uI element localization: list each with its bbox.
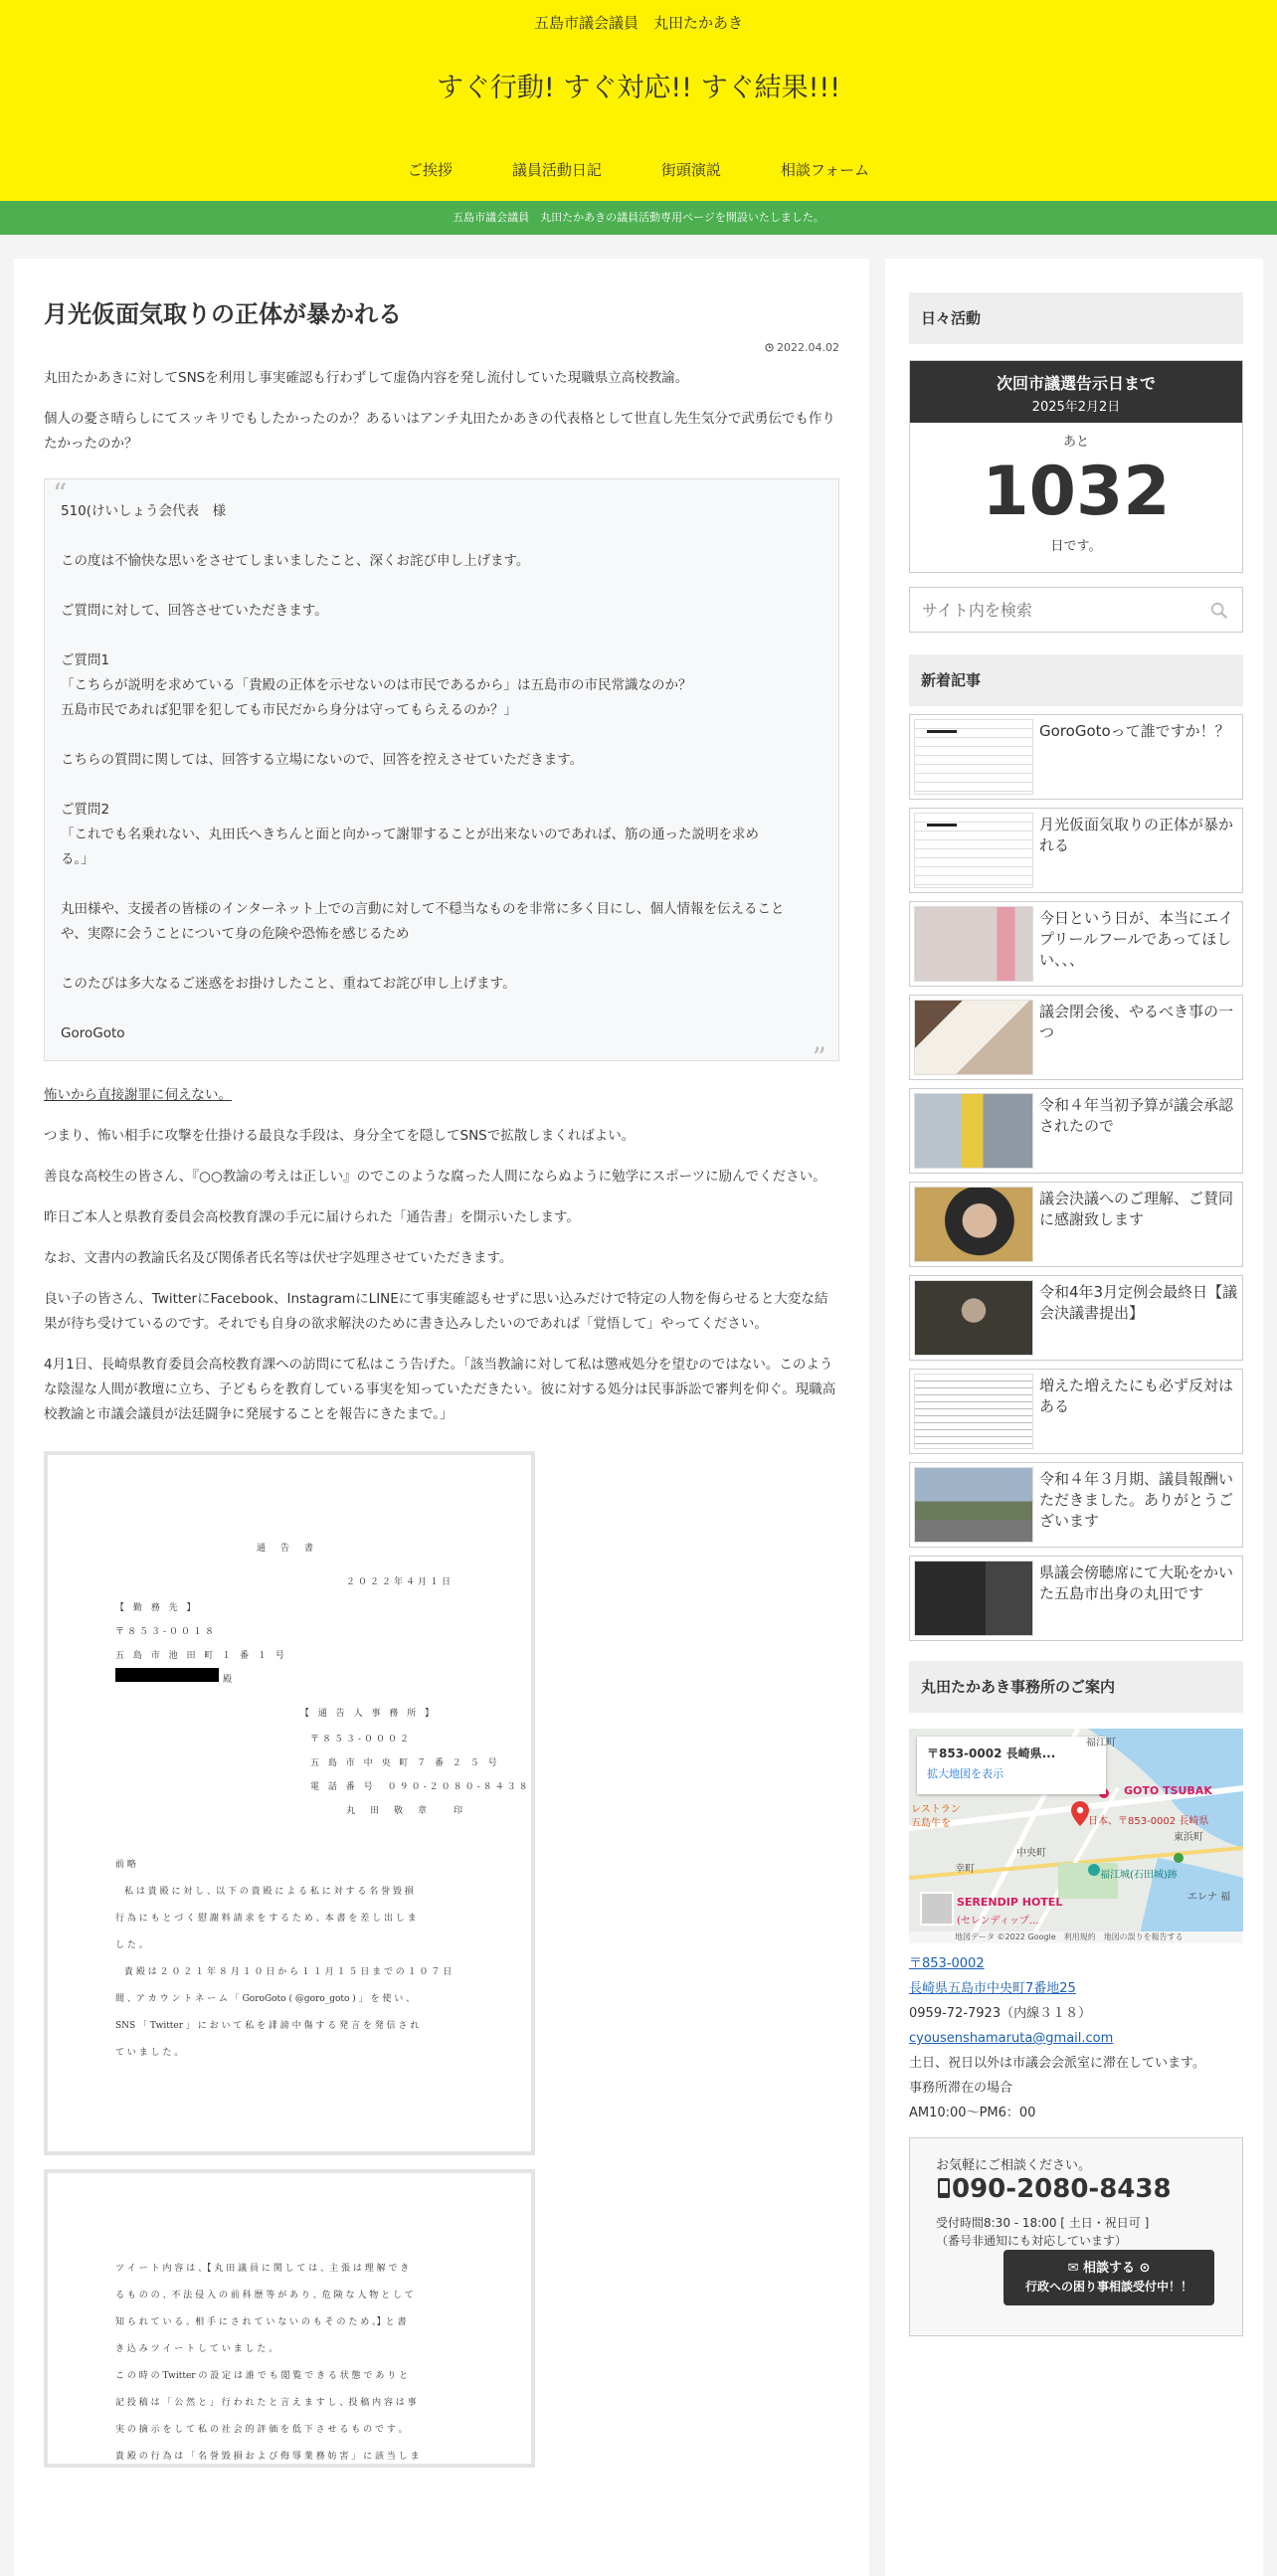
site-title[interactable]: すぐ行動! すぐ対応!! すぐ結果!!! [436, 73, 841, 103]
recent-posts-title: 新着記事 [909, 654, 1243, 706]
paragraph-3: 昨日ご本人と県教育委員会高校教育課の手元に届けられた「通告書」を開示いたします。 [44, 1209, 580, 1225]
doc-body-line: し た 。 [115, 1940, 148, 1950]
doc-date: ２０２２年４月１日 [346, 1577, 455, 1587]
recent-post-item[interactable] [909, 995, 1243, 1080]
quote-line [61, 624, 822, 648]
post-thumbnail [914, 1467, 1033, 1543]
paragraph-6: 4月1日、長崎県教育委員会高校教育課への訪問にて私はこう告げた。「該当教諭に対して私は懲戒処分を望むのではない。このような陰湿な人間が教壇に立ち、子どもらを教育している事実を知っていただきたい。彼に対する処分は民事訴訟で審判を仰ぐ。現職高校教諭と市議会議員が法廷闘争に発展することを報告にきたまで。」 [44, 1357, 836, 1422]
contact-hours: 受付時間8:30 - 18:00 [ 土日・祝日可 ] [936, 2216, 1150, 2230]
recent-post-item[interactable] [909, 901, 1243, 987]
office-info [909, 1951, 1243, 2125]
post-thumbnail [914, 1561, 1033, 1636]
doc-from-label: 【 通 告 人 事 務 所 】 [300, 1709, 438, 1719]
quote-line [61, 872, 822, 897]
nav-diary[interactable]: 議員活動日記 [511, 161, 602, 179]
quote-line: ご質問1 [61, 652, 110, 668]
global-nav [0, 159, 1277, 180]
quote-line: 「こちらが説明を求めている「貴殿の正体を示せないのは市民であるから」は五島市の市民常識なのか？ [61, 677, 692, 693]
phone-icon [936, 2177, 952, 2199]
map-place-name: 〒853-0002 長崎県... [927, 1747, 1056, 1760]
post-date [44, 341, 839, 354]
map-label: 福江城(石田城)跡 [1100, 1870, 1178, 1881]
map-label: レストラン [911, 1804, 961, 1815]
blockquote [44, 477, 839, 1074]
quote-line: る。」 [61, 851, 94, 867]
notice-document-page-2[interactable] [44, 2169, 535, 2468]
doc-body-line: 前 略 [115, 1860, 136, 1870]
contact-phone[interactable] [936, 2174, 1172, 2204]
quote-line: この度は不愉快な思いをさせてしまいましたこと、深くお詫び申し上げます。 [61, 553, 530, 569]
quote-line [61, 773, 822, 798]
quote-line: 丸田様や、支援者の皆様のインターネット上での言動に対して不穏当なものを非常に多く目にし、個人情報を伝えること [61, 901, 785, 917]
map-label: 日本、〒853-0002 長崎県 [1088, 1816, 1209, 1827]
lead-paragraph-1: 丸田たかあきに対してSNSを利用し事実確認も行わずして虚偽内容を発し流付していた現職県立高校教諭。 [44, 370, 689, 386]
office-zip[interactable]: 〒853-0002 [909, 1956, 985, 1971]
quote-lines [61, 499, 822, 1046]
office-email[interactable]: cyousenshamaruta@gmail.com [909, 2031, 1114, 2046]
doc-to-address: 五 島 市 池 田 町 １ 番 １ 号 [115, 1651, 287, 1661]
site-header [0, 0, 1277, 201]
recent-post-title: 増えた増えたにも必ず反対はある [1039, 1377, 1234, 1415]
doc-body-line: 貴 殿 は ２ ０ ２ １ 年 ８ 月 １ ０ 日 か ら １ １ 月 １ ５ 日 ま で の １ ０ ７ 日 [115, 1967, 453, 1977]
recent-post-title: 今日という日が、本当にエイプリールフールであってほしい、、、 [1039, 909, 1234, 969]
recent-post-item[interactable] [909, 1556, 1243, 1641]
daily-activity-title: 日々活動 [909, 292, 1243, 344]
post-thumbnail [914, 719, 1033, 795]
post-thumbnail [914, 813, 1033, 888]
quote-line: GoroGoto [61, 1025, 125, 1041]
recent-post-title: 令和４年当初予算が議会承認されたので [1039, 1096, 1234, 1135]
map-label: 福江町 [1086, 1738, 1116, 1748]
contact-note: （番号非通知にも対応しています） [936, 2234, 1128, 2248]
open-quote-icon: “ [53, 477, 68, 510]
consult-button[interactable] [1003, 2250, 1214, 2305]
recent-post-item[interactable] [909, 1462, 1243, 1548]
nav-greeting[interactable]: ご挨拶 [407, 161, 453, 179]
recent-post-item[interactable] [909, 714, 1243, 800]
quote-line: こちらの質問に関しては、回答する立場にないので、回答を控えさせていただきます。 [61, 752, 584, 768]
office-address[interactable]: 長崎県五島市中央町7番地25 [909, 1981, 1076, 1996]
recent-post-title: 議会決議へのご理解、ご賛同に感謝致します [1039, 1190, 1234, 1228]
map-larger-link[interactable]: 拡大地図を表示 [927, 1767, 1003, 1780]
consult-button-sub: 行政への困り事相談受付中！！ [1024, 2280, 1192, 2294]
contact-intro: お気軽にご相談ください。 [936, 2158, 1092, 2173]
post-thumbnail [914, 1093, 1033, 1169]
recent-post-title: 令和４年３月期、議員報酬いただきました。ありがとうございます [1039, 1470, 1234, 1530]
after-quote-text: 怖いから直接謝罪に伺えない。 [44, 1087, 232, 1103]
countdown-widget [909, 360, 1243, 573]
map-label: エレナ 福 [1187, 1892, 1231, 1903]
contact-box [909, 2137, 1243, 2336]
paragraph-1: つまり、怖い相手に攻撃を仕掛ける最良な手段は、身分全てを隠してSNSで拡散しまくればよい。 [44, 1128, 636, 1144]
countdown-after: 日です。 [1050, 539, 1102, 554]
map-label: 中央町 [1016, 1848, 1046, 1859]
quote-line [61, 997, 822, 1021]
recent-post-item[interactable] [909, 808, 1243, 893]
map-label: 五島牛を [911, 1818, 951, 1829]
post-date-text: 2022.04.02 [777, 341, 839, 354]
office-hours: AM10:00～PM6：00 [909, 2106, 1036, 2120]
notice-document-page-1[interactable] [44, 1451, 535, 2155]
lead-paragraph-2: 個人の憂さ晴らしにてスッキリでもしたかったのか？あるいはアンチ丸田たかあきの代表格として世直し先生気分で武勇伝でも作りたかったのか？ [44, 411, 835, 452]
doc-body-line: き 込 み ツ イ ー ト し て い ま し た 。 [115, 2344, 278, 2354]
post-thumbnail [914, 1280, 1033, 1356]
countdown-before: あと [1062, 435, 1089, 450]
map-label: (セレンディップ... [957, 1916, 1039, 1927]
clock-icon [765, 343, 774, 352]
post-thumbnail [914, 906, 1033, 982]
doc-body-line: 私 は 貴 殿 に 対 し 、以 下 の 貴 殿 に よ る 私 に 対 す る 名 誉 毀 損 [115, 1887, 414, 1897]
recent-post-item[interactable] [909, 1182, 1243, 1267]
site-search [909, 587, 1243, 633]
doc-body-line: 実 の 摘 示 を し て 私 の 社 会 的 評 価 を 低 下 さ せ る も の で す 。 [115, 2425, 408, 2435]
paragraph-5: 良い子の皆さん、TwitterにFacebook、InstagramにLINEにて事実確認もせずに思い込みだけで特定の人物を侮らせると大変な結果が待ち受けているのです。それでも自身の欲求解決のために書き込みしたいのであれば「覚悟して」やってください。 [44, 1291, 828, 1332]
contact-hours-block [936, 2214, 1149, 2250]
doc-body-line: 貴 殿 の 行 為 は 「 名 誉 毀 損 お よ び 侮 辱 業 務 妨 害 」 に 該 当 し ま [115, 2452, 420, 2462]
doc-from-name: 丸 田 敬 章 印 [346, 1806, 466, 1816]
nav-speech[interactable]: 街頭演説 [660, 161, 721, 179]
office-tel: 0959-72-7923（内線３１８） [909, 2006, 1092, 2021]
doc-from-zip: 〒８５３-０００２ [310, 1735, 413, 1745]
doc-body-line: 知 ら れ て い る 。相 手 に さ れ て い な い の も そ の た め 。】と 書 [115, 2317, 407, 2327]
contact-phone-number: 090-2080-8438 [952, 2174, 1172, 2204]
recent-post-item[interactable] [909, 1369, 1243, 1454]
map-label: GOTO TSUBAK [1124, 1784, 1212, 1797]
doc-from-tel: 電 話 番 号 ０９０-２０８０-８４３８ [310, 1782, 531, 1792]
quote-line: ご質問2 [61, 802, 110, 818]
quote-line [61, 524, 822, 549]
quote-line [61, 574, 822, 599]
doc-body-line: SNS 「 Twitter 」 に お い て 私 を 誹 謗 中 傷 す る 発 言 を 発 信 さ れ [115, 2021, 420, 2031]
map-footer: 地図データ ©2022 Google 利用規約 地図の誤りを報告する [955, 1932, 1184, 1941]
redaction-bar [115, 1668, 219, 1682]
doc-body [115, 1857, 452, 2072]
recent-post-title: 県議会傍聴席にて大恥をかいた五島市出身の丸田です [1039, 1564, 1234, 1602]
countdown-heading: 次回市議選告示日まで [996, 374, 1156, 393]
nav-contact-form[interactable]: 相談フォーム [780, 161, 870, 179]
search-input[interactable] [910, 588, 1242, 632]
countdown-days: 1032 [982, 453, 1171, 531]
quote-line: このたびは多大なるご迷惑をお掛けしたこと、重ねてお詫び申し上げます。 [61, 976, 516, 992]
recent-post-title: GoroGotoって誰ですか！？ [1039, 722, 1230, 740]
doc-body-2 [115, 2261, 420, 2476]
consult-button-label: ✉ 相談する ⊙ [1067, 2261, 1151, 2276]
office-note-2: 事務所滞在の場合 [909, 2081, 1013, 2096]
paragraph-4: なお、文書内の教諭氏名及び関係者氏名等は伏せ字処理させていただきます。 [44, 1250, 513, 1266]
office-note-1: 土日、祝日以外は市議会会派室に滞在しています。 [909, 2056, 1205, 2071]
map-label: 東浜町 [1174, 1832, 1203, 1843]
doc-from-address: 五 島 市 中 央 町 ７ 番 ２ ５ 号 [310, 1758, 500, 1768]
recent-post-title: 令和4年3月定例会最終日【議会決議書提出】 [1039, 1283, 1238, 1322]
post-thumbnail [914, 1187, 1033, 1262]
doc-body-line: ツ イ ー ト 内 容 は 、【 丸 田 議 員 に 関 し て は 、主 張 は 理 解 で き [115, 2264, 410, 2274]
map-label: 幸町 [955, 1864, 975, 1875]
doc-body-line: 間 、ア カ ウ ン ト ネ ー ム 「 GoroGoto ( @goro_goto ) 」 を 使 い 、 [115, 1994, 416, 2004]
doc-body-line: こ の 時 の Twitter の 設 定 は 誰 で も 閲 覧 で き る 状 態 で あ り と [115, 2371, 409, 2381]
doc-body-line: て い ま し た 。 [115, 2048, 184, 2058]
quote-line: 五島市民であれば犯罪を犯しても市民だから身分は守ってもらえるのか？」 [61, 702, 517, 718]
quote-line [61, 947, 822, 972]
recent-post-item[interactable] [909, 1088, 1243, 1174]
post-thumbnail [914, 1000, 1033, 1075]
office-map[interactable] [909, 1729, 1243, 1943]
post-title: 月光仮面気取りの正体が暴かれる [44, 300, 402, 328]
doc-to-suffix: 殿 [223, 1675, 236, 1685]
doc-to-zip: 〒８５３-００１８ [115, 1627, 218, 1637]
doc-body-line: 行 為 に も と づ く 慰 謝 料 請 求 を す る た め 、本 書 を 差 し 出 し ま [115, 1914, 417, 1924]
quote-line: ご質問に対して、回答させていただきます。 [61, 603, 328, 619]
doc-title: 通 告 書 [257, 1544, 317, 1554]
quote-line: 「これでも名乗れない、丸田氏へきちんと面と向かって謝罪することが出来ないのであれば、筋の通った説明を求め [61, 827, 759, 842]
post-thumbnail [914, 1374, 1033, 1449]
quote-line: 510(けいしょう会代表 様 [61, 503, 227, 519]
recent-post-item[interactable] [909, 1275, 1243, 1361]
close-quote-icon: ” [812, 1041, 826, 1074]
countdown-date: 2025年2月2日 [1031, 400, 1121, 415]
map-info-card [917, 1737, 1106, 1794]
search-icon[interactable] [1210, 602, 1228, 620]
sidebar [885, 259, 1263, 2576]
quote-line [61, 723, 822, 748]
office-info-title: 丸田たかあき事務所のご案内 [909, 1661, 1243, 1713]
quote-line: や、実際に会うことについて身の危険や恐怖を感じるため [61, 926, 410, 942]
recent-post-title: 議会閉会後、やるべき事の一つ [1039, 1003, 1234, 1041]
recent-posts-list [909, 714, 1243, 1641]
doc-to-label: 【 勤 務 先 】 [115, 1603, 199, 1613]
site-subtitle: 五島市議会議員 丸田たかあき [533, 14, 743, 32]
notice-bar[interactable]: 五島市議会議員 丸田たかあきの議員活動専用ページを開設いたしました。 [0, 201, 1277, 235]
doc-body-line: る も の の 、不 法 侵 入 の 前 科 歴 等 が あ り 、危 険 な 人 物 と し て [115, 2291, 414, 2300]
recent-post-title: 月光仮面気取りの正体が暴かれる [1039, 816, 1234, 854]
doc-body-line: 記 投 稿 は 「 公 然 と 」 行 わ れ た と 言 え ま す し 、投 稿 内 容 は 事 [115, 2398, 417, 2408]
map-label: SERENDIP HOTEL [957, 1896, 1063, 1909]
paragraph-2: 善良な高校生の皆さん、『○○教諭の考えは正しい』のでこのような腐った人間にならぬように勉学にスポーツに励んでください。 [44, 1169, 826, 1185]
main-content [14, 259, 869, 2576]
